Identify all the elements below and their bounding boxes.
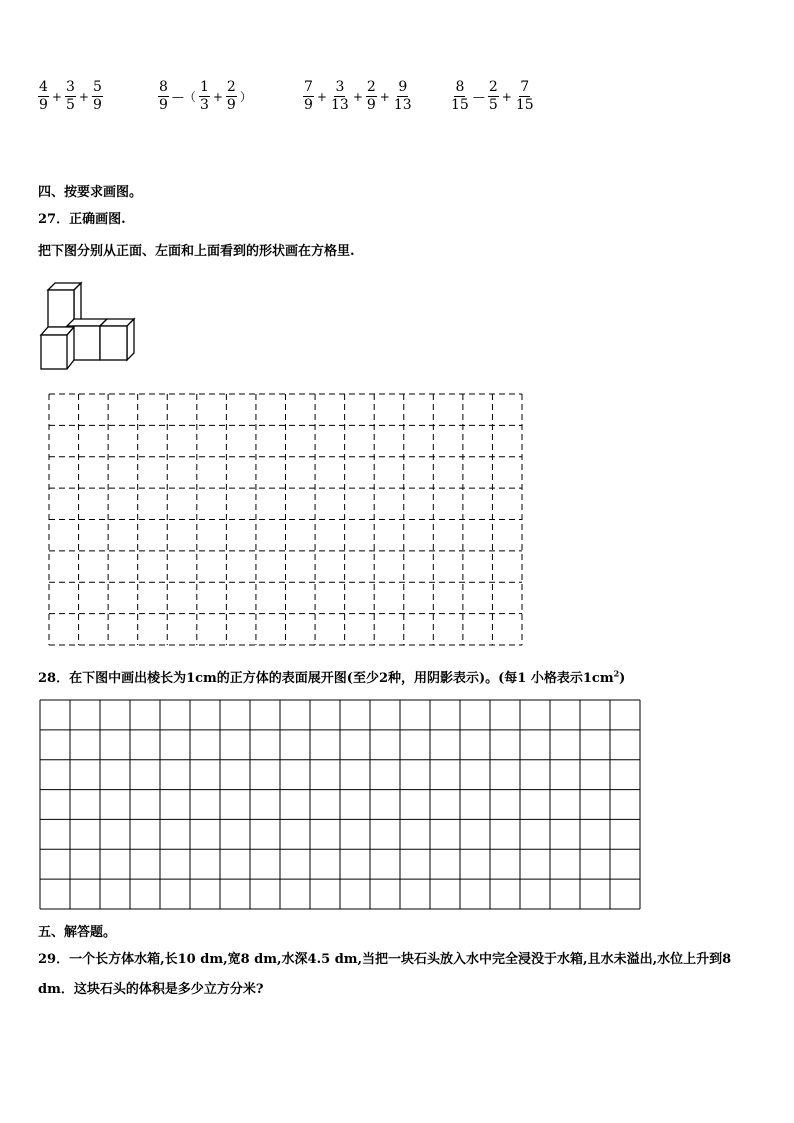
section-5-title: 五、解答题。 <box>38 925 117 940</box>
numerator: 2 <box>488 79 498 95</box>
numerator: 1 <box>199 79 209 95</box>
numerator: 4 <box>39 79 48 95</box>
denominator: 9 <box>366 97 376 113</box>
question-28-text <box>38 667 625 686</box>
fraction <box>488 80 499 113</box>
solid-answer-grid[interactable] <box>39 699 641 910</box>
question-27-instruction: 把下图分别从正面、左面和上面看到的形状画在方格里. <box>38 244 355 259</box>
denominator: 15 <box>451 97 469 113</box>
fraction <box>226 80 237 113</box>
operator: + <box>51 89 62 104</box>
fraction <box>199 80 210 113</box>
denominator: 9 <box>92 97 102 113</box>
fraction <box>303 80 314 113</box>
fraction <box>393 80 413 113</box>
numerator: 2 <box>366 79 376 95</box>
question-28-close: ) <box>619 671 626 686</box>
denominator: 9 <box>304 97 313 113</box>
operator: — <box>472 89 485 104</box>
fraction <box>450 80 470 113</box>
fraction <box>65 80 76 113</box>
operator: + <box>501 89 512 104</box>
operator: + <box>212 89 223 104</box>
denominator: 5 <box>488 97 498 113</box>
fraction <box>158 80 169 113</box>
dashed-answer-grid[interactable] <box>48 393 523 646</box>
fraction <box>38 80 49 113</box>
operator: + <box>316 89 327 104</box>
numerator: 7 <box>520 79 530 95</box>
denominator: 9 <box>226 97 236 113</box>
denominator: 13 <box>330 97 349 113</box>
numerator: 7 <box>304 79 313 95</box>
fraction <box>366 80 377 113</box>
operator: + <box>379 89 390 104</box>
question-28-superscript: 2 <box>613 668 620 679</box>
expression-1 <box>38 80 103 113</box>
operator: ） <box>239 90 252 104</box>
numerator: 8 <box>159 79 168 95</box>
denominator: 15 <box>515 97 534 113</box>
numerator: 5 <box>92 79 102 95</box>
denominator: 5 <box>65 97 75 113</box>
cube-figure <box>38 280 138 372</box>
numerator: 3 <box>65 79 75 95</box>
question-29-line-2: dm．这块石头的体积是多少立方分米? <box>38 982 264 997</box>
denominator: 3 <box>199 97 209 113</box>
numerator: 3 <box>335 79 345 95</box>
question-27-title: 27．正确画图. <box>38 212 126 227</box>
numerator: 8 <box>455 79 465 95</box>
expression-3 <box>303 80 413 113</box>
fraction <box>330 80 350 113</box>
fraction <box>92 80 103 113</box>
numerator: 9 <box>398 79 408 95</box>
question-29-line-1: 29．一个长方体水箱,长10 dm,宽8 dm,水深4.5 dm,当把一块石头放入水中完全浸没于水箱,且水未溢出,水位上升到8 <box>38 952 732 967</box>
operator: —（ <box>171 90 196 104</box>
expression-2 <box>158 80 253 113</box>
fraction <box>515 80 535 113</box>
expression-4 <box>450 80 535 113</box>
section-4-title: 四、按要求画图。 <box>38 185 143 200</box>
denominator: 9 <box>39 97 48 113</box>
denominator: 9 <box>159 97 168 113</box>
operator: + <box>78 89 89 104</box>
denominator: 13 <box>393 97 412 113</box>
operator: + <box>352 89 363 104</box>
question-28-main: 28．在下图中画出棱长为1cm的正方体的表面展开图(至少2种，用阴影表示)。(每1 小格表示1cm <box>38 671 614 686</box>
numerator: 2 <box>226 79 236 95</box>
